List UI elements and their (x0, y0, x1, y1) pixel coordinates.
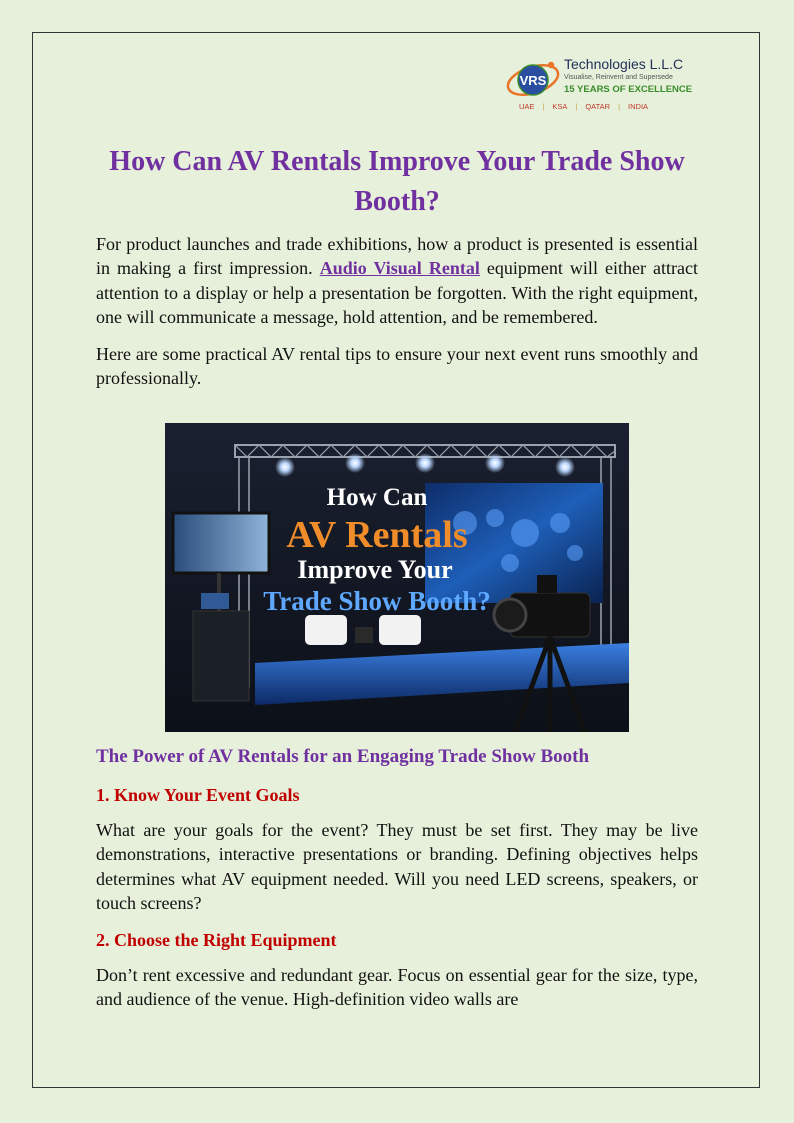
intro-text-after: equipment will either attract attention to a display or help a presentation be forgotten. With the right equipment, one will communicate a message, hold attention, and be remembered. (96, 258, 698, 328)
step-2-text: Don’t rent excessive and redundant gear. Focus on essential gear for the size, type, and audience of the venue. High-definition video walls are (96, 965, 698, 1010)
intro-paragraph (96, 232, 698, 330)
country-ksa: KSA (552, 102, 568, 111)
step-1-text: What are your goals for the event? They must be set first. They may be live demonstrations, interactive presentations or branding. Defining objectives helps determines what AV equipment needed. Will you need LED screens, speakers, or touch screens? (96, 820, 698, 914)
logo-tagline: Visualise, Reinvent and Supersede (564, 74, 673, 81)
step-2-heading: 2. Choose the Right Equipment (96, 930, 337, 950)
country-uae: UAE (519, 102, 535, 111)
page-title: How Can AV Rentals Improve Your Trade Show Booth? (109, 146, 685, 217)
logo-countries: UAE | KSA | QATAR | INDIA (519, 102, 649, 111)
logo-company-name: Technologies L.L.C (564, 56, 684, 72)
logo-years: 15 YEARS OF EXCELLENCE (564, 84, 693, 95)
step-1-heading: 1. Know Your Event Goals (96, 785, 300, 805)
country-india: INDIA (628, 102, 649, 111)
section-heading: The Power of AV Rentals for an Engaging Trade Show Booth (96, 746, 590, 767)
hero-image (165, 423, 629, 732)
logo-mark-text: VRS (519, 73, 547, 88)
hero-text-line4: Trade Show Booth? (263, 586, 491, 616)
audio-visual-rental-link[interactable]: Audio Visual Rental (319, 258, 480, 279)
hero-text-line2: AV Rentals (286, 514, 468, 556)
hero-text-line3: Improve Your (297, 555, 453, 584)
hero-text-line1: How Can (326, 484, 428, 511)
tips-paragraph: Here are some practical AV rental tips to ensure your next event runs smoothly and professionally. (96, 343, 698, 389)
country-qatar: QATAR (585, 102, 611, 111)
intro-text-before: For product launches and trade exhibitions, how a product is presented is essential in making a first impression. (96, 234, 698, 279)
vrs-logo-mark (505, 57, 561, 103)
company-logo (505, 55, 705, 117)
